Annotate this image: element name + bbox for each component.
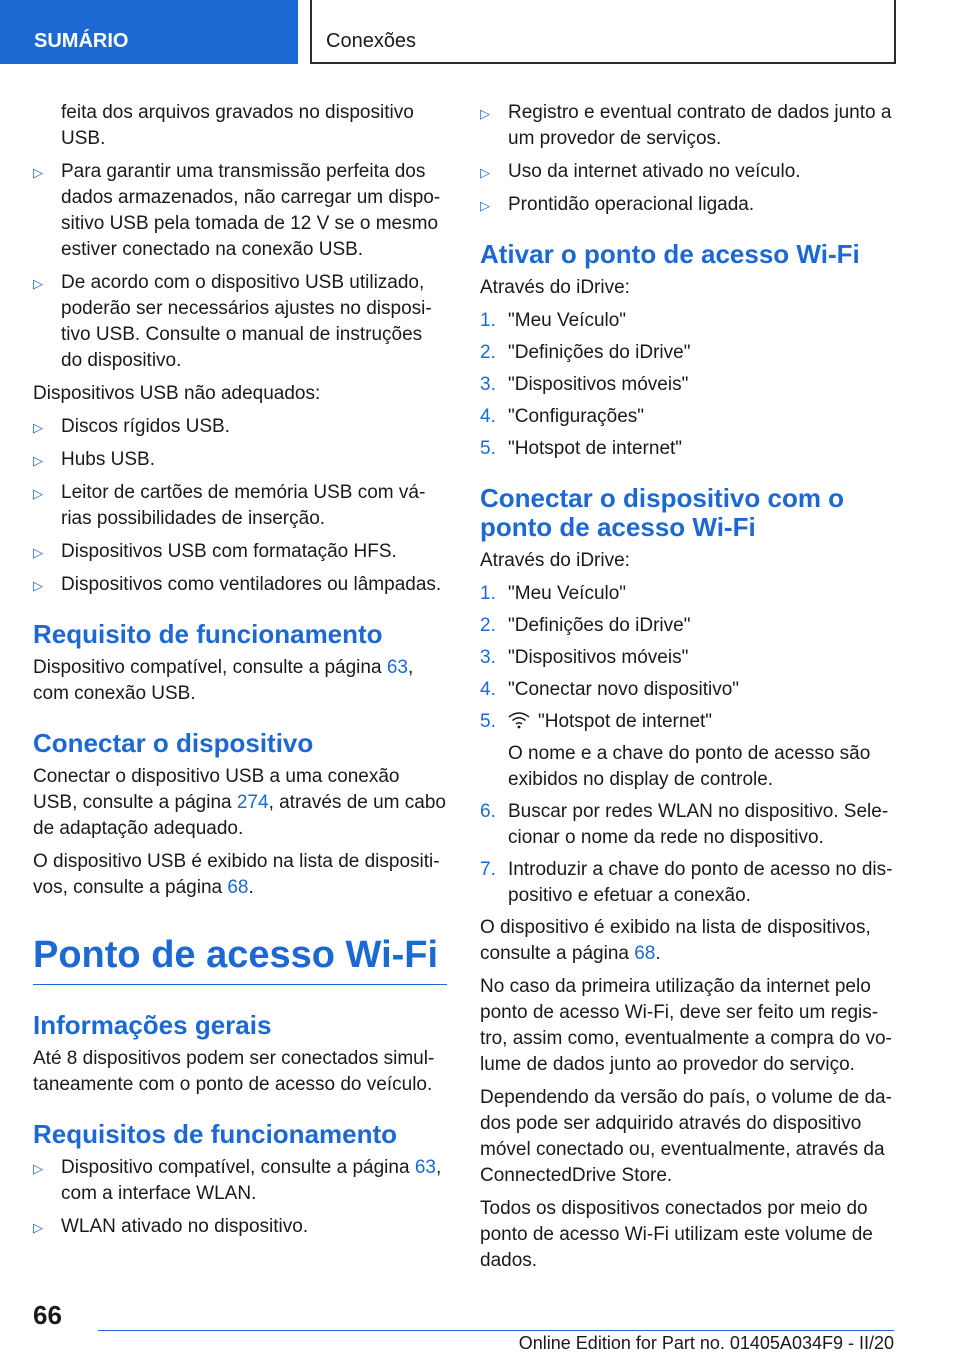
right-column <box>480 100 894 1281</box>
step-item: 2. "Definições do iDrive" <box>480 615 691 636</box>
section-title: Conexões <box>310 0 896 64</box>
page-link[interactable]: 63 <box>386 657 408 678</box>
heading-connect-device: Conectar o dispositivo <box>33 728 314 758</box>
triangle-right-outline-icon: ▷ <box>33 453 43 468</box>
list-item: ▷ Leitor de cartões de memória USB com vá-rias possibilidades de inserção. <box>33 482 426 529</box>
paragraph-first-use: No caso da primeira utilização da internet pelo ponto de acesso Wi-Fi, deve ser feito um regis-tro, assim como, eventualmente a compra do vo-lume de dados junto ao provedor do serviço. <box>480 976 892 1075</box>
triangle-right-outline-icon: ▷ <box>480 165 490 180</box>
step-item: 4. "Configurações" <box>480 406 645 427</box>
step-item: 1. "Meu Veículo" <box>480 583 627 604</box>
triangle-right-outline-icon: ▷ <box>480 198 490 213</box>
heading-requirement: Requisito de funcionamento <box>33 619 383 649</box>
paragraph-shared-volume: Todos os dispositivos conectados por meio do ponto de acesso Wi-Fi utilizam este volume de dados. <box>480 1198 873 1271</box>
paragraph-connect: Conectar o dispositivo USB a uma conexão USB, consulte a página 274, através de um cabo de adaptação adequado. <box>33 766 446 839</box>
triangle-right-outline-icon: ▷ <box>33 420 43 435</box>
paragraph-device-list: O dispositivo USB é exibido na lista de dispositi-vos, consulte a página 68. <box>33 851 440 898</box>
triangle-right-outline-icon: ▷ <box>33 276 43 291</box>
triangle-right-outline-icon: ▷ <box>33 1220 43 1235</box>
list-item: ▷ Dispositivos como ventiladores ou lâmpadas. <box>33 572 447 598</box>
triangle-right-outline-icon: ▷ <box>33 1161 43 1176</box>
chapter-title: Ponto de acesso Wi-Fi <box>33 933 447 985</box>
list-item: ▷ Hubs USB. <box>33 447 447 473</box>
step-item: 4. "Conectar novo dispositivo" <box>480 679 740 700</box>
step-item: 5. "Hotspot de internet" <box>480 438 683 459</box>
page-link[interactable]: 68 <box>634 943 656 964</box>
step-item: 3. "Dispositivos móveis" <box>480 647 689 668</box>
page-link[interactable]: 274 <box>236 792 269 813</box>
list-item: ▷ WLAN ativado no dispositivo. <box>33 1214 447 1240</box>
list-item: ▷ Discos rígidos USB. <box>33 414 447 440</box>
paragraph-via-idrive: Através do iDrive: <box>480 277 630 298</box>
list-item: ▷ De acordo com o dispositivo USB utilizado, poderão ser necessários ajustes no disposi-tivo USB. Consulte o manual de instruções do dispositivo. <box>33 272 432 371</box>
footer-edition: Online Edition for Part no. 01405A034F9 - II/20 <box>518 1333 894 1353</box>
list-item: ▷ Dispositivo compatível, consulte a página 63, com a interface WLAN. <box>33 1157 442 1204</box>
triangle-right-outline-icon: ▷ <box>33 165 43 180</box>
toc-tab[interactable]: SUMÁRIO <box>0 0 298 64</box>
paragraph-unsuitable: Dispositivos USB não adequados: <box>33 383 321 404</box>
step-item: 1. "Meu Veículo" <box>480 310 627 331</box>
step-item: 3. "Dispositivos móveis" <box>480 374 689 395</box>
list-item: ▷ Dispositivos USB com formatação HFS. <box>33 539 447 565</box>
triangle-right-outline-icon: ▷ <box>480 106 490 121</box>
list-item: ▷ Prontidão operacional ligada. <box>480 192 894 218</box>
page-number: 66 <box>33 1300 62 1330</box>
triangle-right-outline-icon: ▷ <box>33 486 43 501</box>
paragraph-requirement: Dispositivo compatível, consulte a página 63, com conexão USB. <box>33 657 414 704</box>
page-link[interactable]: 63 <box>414 1157 436 1178</box>
page-link[interactable]: 68 <box>227 877 249 898</box>
step-item: 7. Introduzir a chave do ponto de acesso no dis-positivo e efetuar a conexão. <box>480 859 893 906</box>
step-item: 5. "Hotspot de internet" O nome e a chave do ponto de acesso são exibidos no display de controle. <box>480 711 871 790</box>
triangle-right-outline-icon: ▷ <box>33 545 43 560</box>
heading-activate-hotspot: Ativar o ponto de acesso Wi-Fi <box>480 239 860 269</box>
list-item: ▷ Para garantir uma transmissão perfeita dos dados armazenados, não carregar um dispo-sitivo USB pela tomada de 12 V se o mesmo estiver conectado na conexão USB. <box>33 161 441 260</box>
step-item: 2. "Definições do iDrive" <box>480 342 691 363</box>
paragraph-continuation: feita dos arquivos gravados no dispositivo USB. <box>61 102 414 149</box>
paragraph-general-info: Até 8 dispositivos podem ser conectados simul-taneamente com o ponto de acesso do veículo. <box>33 1048 435 1095</box>
paragraph-country-version: Dependendo da versão do país, o volume de da-dos pode ser adquirido através do dispositivo móvel conectado ou, eventualmente, através da ConnectedDrive Store. <box>480 1087 892 1186</box>
footer-divider <box>98 1330 894 1331</box>
left-column <box>33 100 447 1247</box>
triangle-right-outline-icon: ▷ <box>33 578 43 593</box>
heading-requirements: Requisitos de funcionamento <box>33 1119 398 1149</box>
paragraph-device-list: O dispositivo é exibido na lista de dispositivos, consulte a página 68. <box>480 917 871 964</box>
list-item: ▷ Uso da internet ativado no veículo. <box>480 159 894 185</box>
step-item: 6. Buscar por redes WLAN no dispositivo. Sele-cionar o nome da rede no dispositivo. <box>480 801 889 848</box>
wifi-icon <box>508 711 530 729</box>
heading-connect-hotspot: Conectar o dispositivo com o ponto de acesso Wi-Fi <box>480 483 845 542</box>
paragraph-via-idrive: Através do iDrive: <box>480 550 630 571</box>
list-item: ▷ Registro e eventual contrato de dados junto a um provedor de serviços. <box>480 102 892 149</box>
heading-general-info: Informações gerais <box>33 1010 272 1040</box>
